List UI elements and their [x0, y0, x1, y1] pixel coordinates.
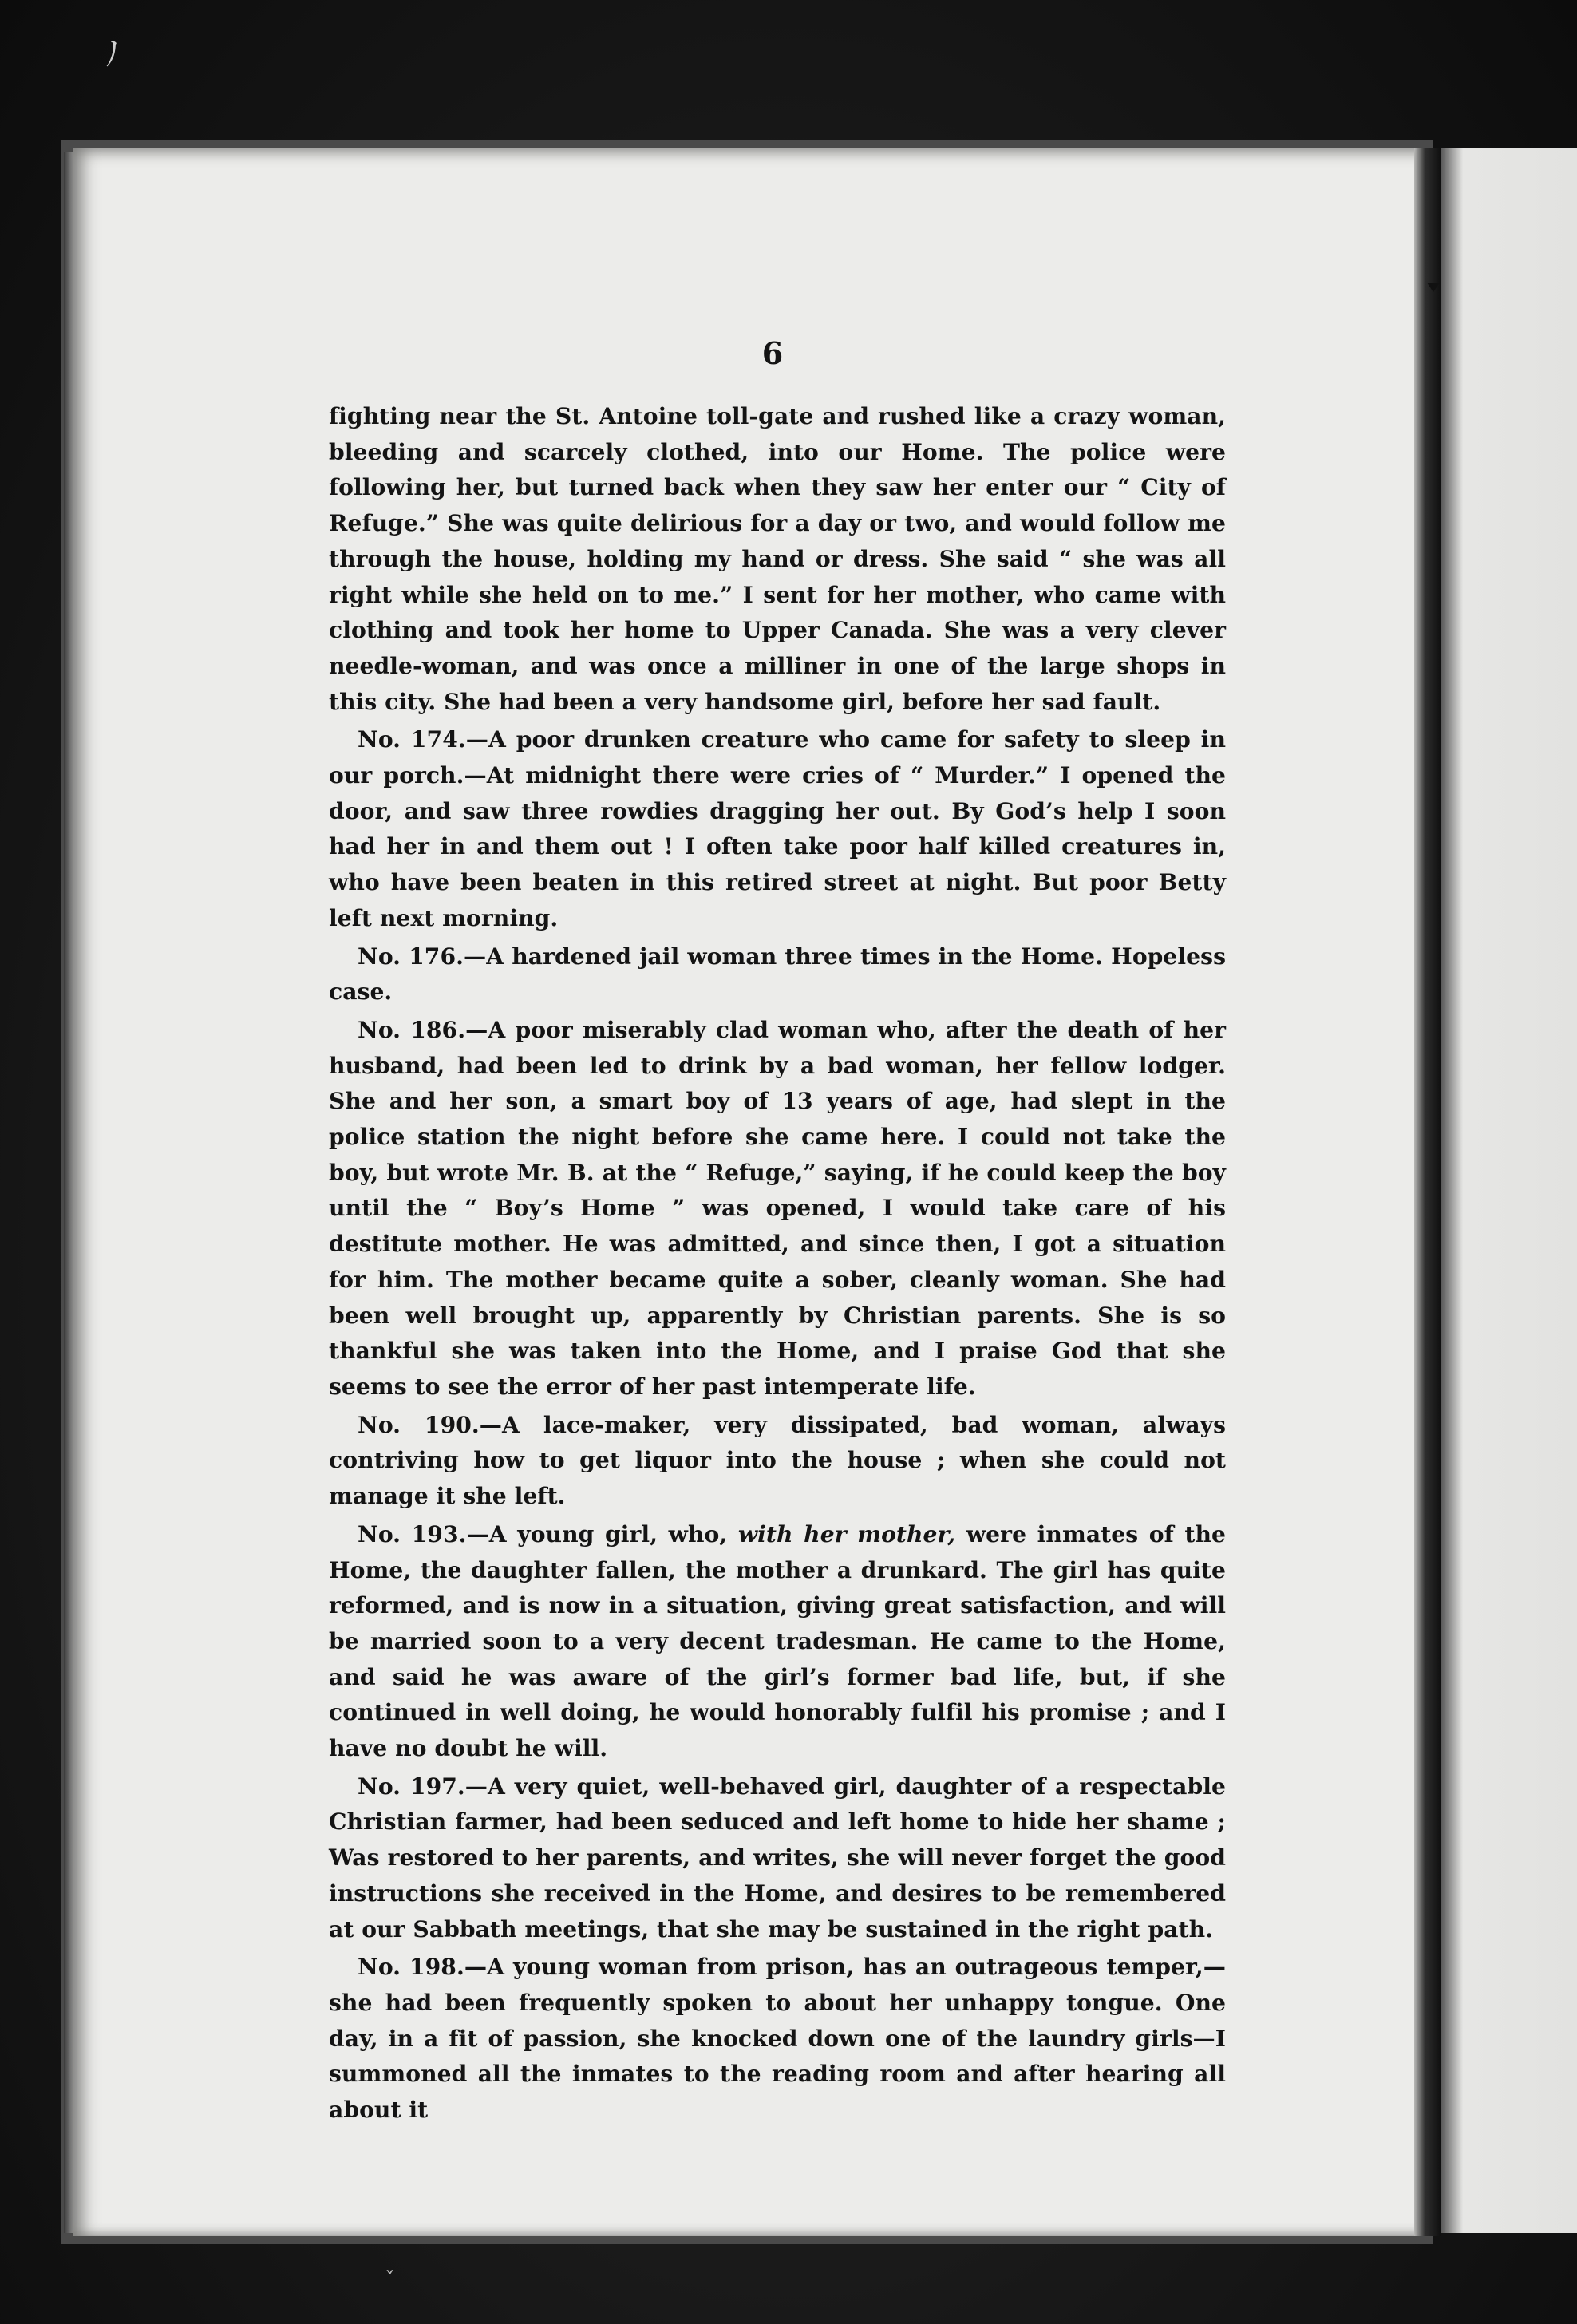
paragraph-case-190: No. 190.—A lace-maker, very dissipated, bad woman, always contriving how to get liquor into the house ; when she could not manage it she left. — [329, 1411, 1226, 1510]
paragraph-case-174: No. 174.—A poor drunken creature who came for safety to sleep in our porch.—At midnight there were cries of “ Murder.” I opened the door, and saw three rowdies dragging her out. By God’s help I soon had her in and them out ! I often take poor half killed creatures in, who have been beaten in this retired street at night. But poor Betty left next morning. — [329, 726, 1226, 931]
paragraph-case-197: No. 197.—A very quiet, well-behaved girl, daughter of a respectable Christian farmer, had been seduced and left home to hide her shame ; Was restored to her parents, and writes, she will never forget the good instructions she received in the Home, and desires to be remembered at our Sabbath meetings, that she may be sustained in the right path. — [329, 1773, 1226, 1943]
body-text — [329, 399, 1226, 2131]
paragraph-case-193-end: were inmates of the Home, the daughter fallen, the mother a drunkard. The girl has quite reformed, and is now in a situation, giving great satisfaction, and will be married soon to a very decent tradesman. He came to the Home, and said he was aware of the girl’s former bad life, but, if she continued in well doing, he would honorably fulfil his promise ; and I have no doubt he will. — [329, 1520, 1226, 1762]
scan-dust-mark: ˇ — [385, 2268, 395, 2292]
paragraph-case-198: No. 198.—A young woman from prison, has an outrageous temper,— she had been frequently spoken to about her unhappy tongue. One day, in a fit of passion, she knocked down one of the laundry girls—I summoned all the inmates to the reading room and after hearing all about it — [329, 1954, 1226, 2124]
paragraph-case-176: No. 176.—A hardened jail woman three times in the Home. Hopeless case. — [329, 943, 1226, 1006]
gutter-notch-mark — [1427, 283, 1440, 292]
paragraph-continuation: fighting near the St. Antoine toll-gate and rushed like a crazy woman, bleeding and scarcely clothed, into our Home. The police were following her, but turned back when they saw her enter our “ City of Refuge.” She was quite delirious for a day or two, and would follow me through the house, holding my hand or dress. She said “ she was all right while she held on to me.” I sent for her mother, who came with clothing and took her home to Upper Canada. She was a very clever needle-woman, and was once a milliner in one of the large shops in this city. She had been a very handsome girl, before her sad fault. — [329, 403, 1226, 715]
paragraph-case-193-start: No. 193.—A young girl, who, — [358, 1520, 738, 1547]
adjacent-page-edge — [1441, 148, 1577, 2233]
scan-speck-mark: ﾉ — [101, 34, 124, 74]
book-gutter — [1414, 148, 1441, 2236]
paragraph-case-186: No. 186.—A poor miserably clad woman who, after the death of her husband, had been led to drink by a bad woman, her fellow lodger. She and her son, a smart boy of 13 years of age, had slept in the police station the night before she came here. I could not take the boy, but wrote Mr. B. at the “ Refuge,” saying, if he could keep the boy until the “ Boy’s Home ” was opened, I would take care of his destitute mother. He was admitted, and since then, I got a situation for him. The mother became quite a sober, cleanly woman. She had been well brought up, apparently by Christian parents. She is so thankful she was taken into the Home, and I praise God that she seems to see the error of her past intemperate life. — [329, 1016, 1226, 1400]
paragraph-case-193 — [329, 1517, 1226, 1767]
paragraph-case-193-italic: with her mother, — [737, 1520, 956, 1547]
page-number: 6 — [761, 335, 784, 371]
